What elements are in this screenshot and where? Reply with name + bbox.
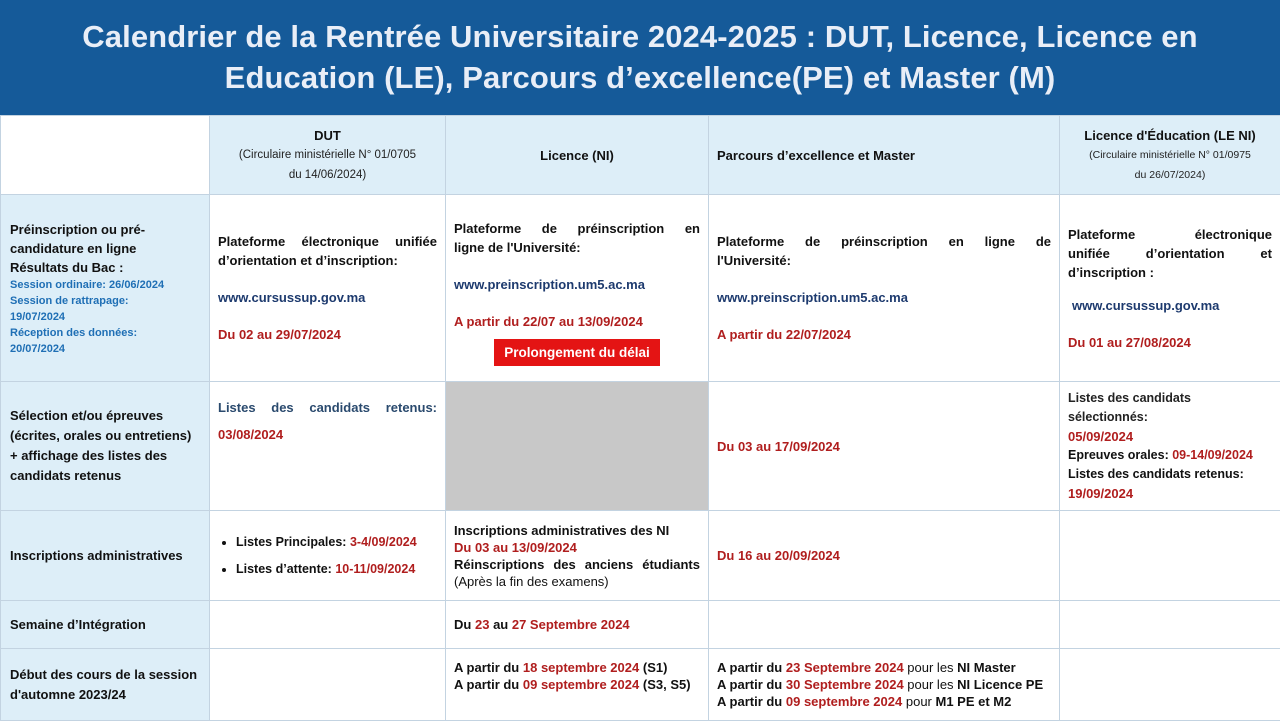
col-header-le [1060,116,1280,195]
col-header-pe-master: Parcours d’excellence et Master [709,116,1060,195]
cell-pe-inscriptions: Du 16 au 20/09/2024 [709,511,1060,601]
pe-url-link[interactable]: www.preinscription.um5.ac.ma [717,288,1051,307]
row-inscriptions [1,511,1280,601]
cell-le-inscriptions-empty [1060,511,1280,601]
col-header-licence: Licence (NI) [446,116,709,195]
cell-pe-selection: Du 03 au 17/09/2024 [709,382,1060,511]
title-line-1: Calendrier de la Rentrée Universitaire 2024-2025 : DUT, Licence, Licence en [82,19,1197,54]
cell-licence-debut: A partir du 18 septembre 2024 (S1) A partir du 09 septembre 2024 (S3, S5) [446,649,709,721]
dut-url-link[interactable]: www.cursussup.gov.ma [218,288,437,307]
list-item: • Listes d’attente: 10-11/09/2024 [236,556,437,583]
le-title: Licence d'Éducation (LE NI) [1068,126,1272,145]
cell-dut-debut-empty [210,649,446,721]
prolongement-delai-button[interactable]: Prolongement du délai [494,339,660,366]
page-header [0,0,1280,115]
cell-pe-preinscription: Plateforme de préinscription en ligne de l'Université: www.preinscription.um5.ac.ma A partir du 22/07/2024 [709,195,1060,382]
header-row [1,116,1280,195]
col-header-dut [210,116,446,195]
row-preinscription [1,195,1280,382]
le-url-link[interactable]: www.cursussup.gov.ma [1068,296,1272,315]
cell-dut-preinscription: Plateforme électronique unifiée d’orientation et d’inscription: www.cursussup.gov.ma Du 02 au 29/07/2024 [210,195,446,382]
dut-circular-date: du 14/06/2024) [218,165,437,185]
licence-url-link[interactable]: www.preinscription.um5.ac.ma [454,275,700,294]
page-title [0,0,1280,98]
row-label-preinscription: Préinscription ou pré- candidature en ligne Résultats du Bac : Session ordinaire: 26/06/2024 Session de rattrapage: 19/07/2024 Réception des données: 20/07/2024 [1,195,210,382]
cell-pe-integration-empty [709,601,1060,649]
row-label-inscriptions: Inscriptions administratives [1,511,210,601]
row-debut-cours [1,649,1280,721]
le-circular: (Circulaire ministérielle N° 01/0975 [1068,145,1272,165]
cell-dut-inscriptions [210,511,446,601]
dut-title: DUT [218,126,437,145]
title-line-2: Education (LE), Parcours d’excellence(PE) et Master (M) [225,60,1056,95]
cell-pe-debut: A partir du 23 Septembre 2024 pour les NI Master A partir du 30 Septembre 2024 pour les NI Licence PE A partir du 09 septembre 2024 pour M1 PE et M2 [709,649,1060,721]
corner-cell [1,116,210,195]
row-label-selection: Sélection et/ou épreuves (écrites, orales ou entretiens) + affichage des listes des candidats retenus [1,382,210,511]
cell-licence-inscriptions: Inscriptions administratives des NI Du 03 au 13/09/2024 Réinscriptions des anciens étudiants (Après la fin des examens) [446,511,709,601]
cell-licence-selection-empty [446,382,709,511]
cell-dut-selection: Listes des candidats retenus: 03/08/2024 [210,382,446,511]
list-item: • Listes Principales: 3-4/09/2024 [236,529,437,556]
row-label-debut-cours: Début des cours de la session d'automne 2023/24 [1,649,210,721]
cell-dut-integration-empty [210,601,446,649]
row-selection [1,382,1280,511]
dut-circular: (Circulaire ministérielle N° 01/0705 [218,145,437,165]
cell-le-preinscription: Plateforme électronique unifiée d’orientation et d’inscription : www.cursussup.gov.ma Du 01 au 27/08/2024 [1060,195,1280,382]
cell-le-integration-empty [1060,601,1280,649]
row-label-integration: Semaine d’Intégration [1,601,210,649]
cell-licence-integration: Du 23 au 27 Septembre 2024 [446,601,709,649]
calendar-table [0,115,1280,721]
row-integration [1,601,1280,649]
le-circular-date: du 26/07/2024) [1068,165,1272,185]
cell-le-debut-empty [1060,649,1280,721]
cell-le-selection: Listes des candidats sélectionnés: 05/09/2024 Epreuves orales: 09-14/09/2024 Listes des candidats retenus: 19/09/2024 [1060,382,1280,511]
cell-licence-preinscription: Plateforme de préinscription en ligne de l'Université: www.preinscription.um5.ac.ma A partir du 22/07 au 13/09/2024 Prolongement du délai [446,195,709,382]
